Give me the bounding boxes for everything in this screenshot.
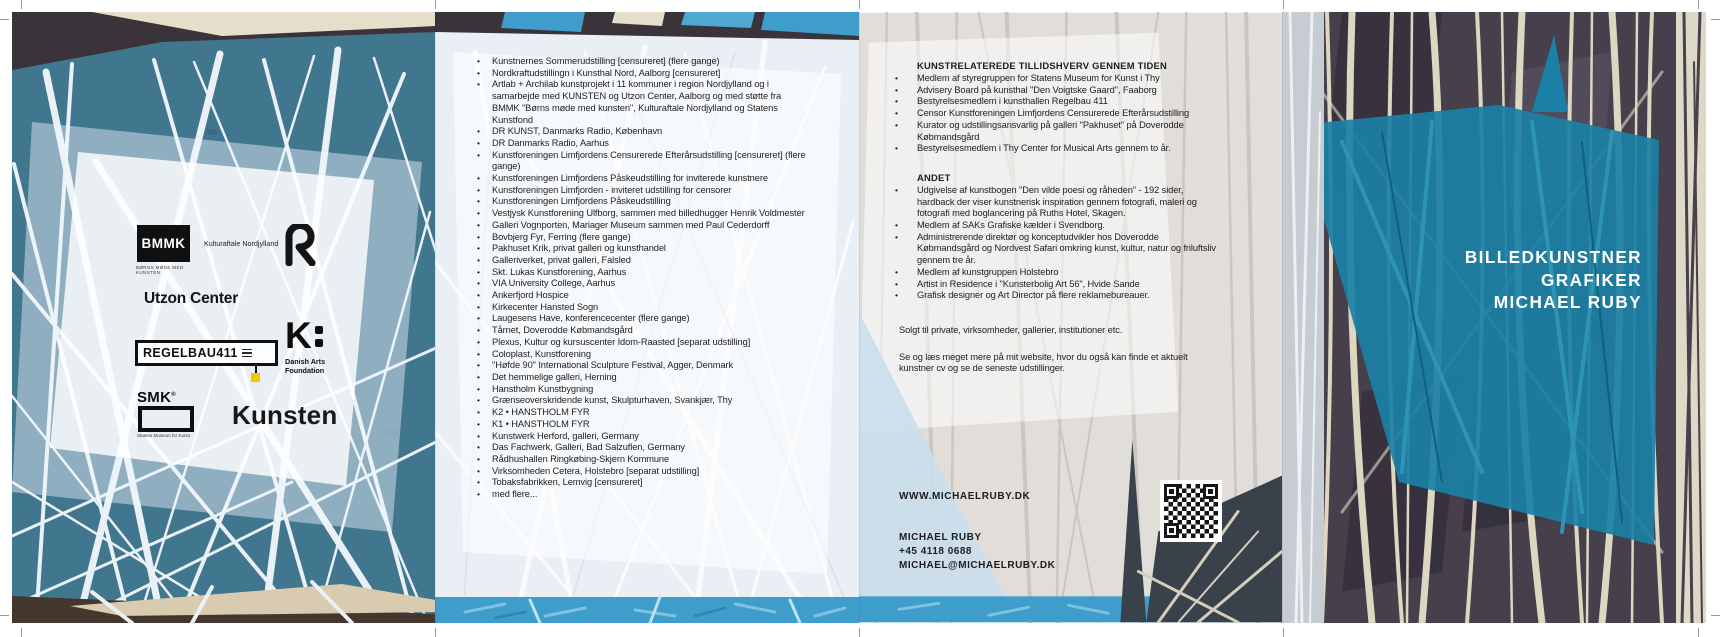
exhibition-list-item: • Plexus, Kultur og kursuscenter Idom-Raasted [separat udstilling] [477,336,751,347]
bullet-icon: • [477,243,480,254]
bmmk-logo-caption: BØRNS MØDE MED KUNSTEN [136,265,184,275]
sold-to-note: Solgt til private, virksomheder, gallerier, institutioner etc. [899,324,1123,335]
smk-logo-caption: Statens Museum for Kunst [137,433,191,438]
regelbau411-yellow-square-icon [251,373,260,382]
fold-mark [859,628,860,637]
cv-list-item: • Udgivelse af kunstbogen "Den vilde poesi og råheden" - 192 sider, hardback der viser kunstnerisk inspiration gennem fotografi, maleri og fotografi med boglancering på Ruths Hotel, Skagen. [895,184,1197,219]
cv-list-item: • Medlem af styregruppen for Statens Museum for Kunst i Thy [895,73,1160,83]
kunsten-logo: Kunsten [232,400,338,430]
bullet-icon: • [895,278,898,289]
bullet-icon: • [477,231,480,242]
bullet-icon: • [895,96,898,107]
exhibition-list-item: • Bovbjerg Fyr, Ferring (flere gange) [477,231,631,242]
exhibition-list-item: • Ankerfjord Hospice [477,290,569,301]
bullet-icon: • [477,173,480,184]
contact-block [899,531,1055,574]
bullet-icon: • [477,126,480,137]
exhibition-list-item: • Kunstnernes Sommerudstilling [censureret] (flere gange) [477,56,720,66]
smk-logo-label: SMK® [137,389,176,406]
danish-arts-foundation-caption: Danish Arts Foundation [285,357,326,375]
cv-list-item: • Bestyrelsesmedlem i Thy Center for Musical Arts gennem to år. [895,143,1171,154]
bullet-icon: • [477,290,480,301]
exhibition-list-item: • K1 • HANSTHOLM FYR [477,418,590,429]
qr-finder-icon [1203,484,1218,499]
crop-mark [0,19,9,20]
crop-mark [1698,628,1699,637]
exhibition-list-item: • Kunstwerk Herford, galleri, Germany [477,430,639,441]
bullet-icon: • [895,143,898,154]
bullet-icon: • [477,371,480,382]
danish-arts-foundation-logo [285,315,323,356]
bullet-icon: • [477,149,480,160]
tillidshverv-list [895,73,1217,155]
fold-mark [435,628,436,637]
bmmk-logo-label: BMMK [141,236,186,251]
cv-list-item: • Grafisk designer og Art Director på flere reklamebureauer. [895,290,1150,301]
kulturaftale-nordjylland-logo: Kulturaftale Nordjylland [204,239,279,248]
bullet-icon: • [895,119,898,130]
bullet-icon: • [477,313,480,324]
exhibition-list-item: • Nordkraftudstillingn i Kunsthal Nord, Aalborg [censureret] [477,67,721,78]
section-title-tillidshverv: KUNSTRELATEREDE TILLIDSHVERV GENNEM TIDEN [917,60,1168,71]
exhibition-list-item: • Pakhuset Krik, privat galleri og kunsthandel [477,243,666,254]
fold-mark [859,0,860,9]
cv-content [895,60,1217,375]
bullet-icon: • [477,430,480,441]
qr-finder-icon [1164,484,1179,499]
crop-mark [1711,615,1720,616]
bullet-icon: • [477,360,480,371]
exhibition-list-item: • Det hemmelige galleri, Herning [477,371,617,382]
cv-list-item: • Artist in Residence i "Kunsterbolig Art 56", Hvide Sande [895,278,1140,289]
bullet-icon: • [477,301,480,312]
fold-mark [435,0,436,9]
bullet-icon: • [477,196,480,207]
bullet-icon: • [477,465,480,476]
exhibition-list-item: • Artlab + Archilab kunstprojekt i 11 kommuner i region Nordjylland og i samarbejde med KUNSTEN og Utzon Center, Aalborg og med støtte fra BMMK "Børns møde med kunsten", Kulturaftale Nordjylland og Statens Kunstfond [477,79,782,125]
cv-list-item: • Advisery Board på kunsthal "Den Voigtske Gaard", Faaborg [895,84,1157,95]
brochure-sheet [12,12,1706,623]
fold-mark [1283,0,1284,9]
bullet-icon: • [477,383,480,394]
regelbau411-descender-icon [255,363,257,373]
panel-cv [859,12,1282,623]
bullet-icon: • [477,407,480,418]
cv-list-item: • Administrerende direktør og konceptudvikler hos Doverodde Købmandsgård og Nordvest Safari omkring kunst, kultur, natur og friluftsliv gennem tre år. [895,231,1216,266]
exhibition-list-item: • Coloplast, Kunstforening [477,348,591,359]
bullet-icon: • [477,442,480,453]
bullet-icon: • [895,84,898,95]
cv-list-item: • Censor Kunstforeningen Limfjordens Censurerede Efterårsudstilling [895,108,1190,119]
panel-logos [12,12,436,623]
fold-line [435,12,436,623]
exhibition-list-item: • Virksomheden Cetera, Holstebro [separat udstilling] [477,465,700,476]
exhibition-list-item: • DR KUNST, Danmarks Radio, København [477,126,663,137]
exhibition-list-item: • Grænseoverskridende kunst, Skulpturhaven, Svankjær, Thy [477,395,733,406]
exhibition-list [477,56,810,501]
bullet-icon: • [477,254,480,265]
bullet-icon: • [477,56,480,66]
exhibition-list-item: • Galleriverket, privat galleri, Falsled [477,254,631,265]
utzon-center-logo: Utzon Center [144,290,239,307]
danish-arts-colon-icon [315,318,323,354]
contact-name: MICHAEL RUBY [899,532,982,543]
exhibition-list-item: • Kirkecenter Hansted Sogn [477,301,599,312]
exhibition-list-item: • Hanstholm Kunstbygning [477,383,594,394]
bullet-icon: • [477,266,480,277]
registered-mark: ® [171,392,176,398]
exhibition-list-item: • Kunstforeningen Limfjorden - inviteret udstilling for censorer [477,184,732,195]
section-title-andet: ANDET [917,171,951,183]
exhibition-list-item: • Kunstforeningen Limfjordens Påskeudstilling for inviterede kunstnere [477,173,768,184]
contact-email[interactable]: MICHAEL@MICHAELRUBY.DK [899,560,1056,572]
r-monogram-logo-icon [280,224,320,266]
cover-title-line: BILLEDKUNSTNER [1464,247,1642,267]
bullet-icon: • [477,395,480,406]
crop-mark [0,615,9,616]
crop-mark [1698,0,1699,9]
fold-mark [1283,628,1284,637]
crop-mark [21,0,22,9]
crop-mark [1711,19,1720,20]
bullet-icon: • [477,219,480,230]
bullet-icon: • [895,231,898,242]
bullet-icon: • [477,325,480,336]
bullet-icon: • [477,208,480,219]
smk-logo-frame-icon [138,406,194,432]
cover-title [1465,246,1642,314]
bullet-icon: • [477,453,480,464]
bullet-icon: • [477,348,480,359]
bullet-icon: • [895,290,898,301]
exhibition-list-item: • Galleri Vognporten, Mariager Museum sammen med Paul Cederdorff [477,219,770,230]
bullet-icon: • [477,67,480,78]
cv-list-item: • Medlem af kunstgruppen Holstebro [895,266,1059,277]
branch-artwork-cover [1282,12,1706,623]
bmmk-logo [137,225,190,262]
bullet-icon: • [895,220,898,231]
bullet-icon: • [477,184,480,195]
bullet-icon: • [477,489,480,500]
bullet-icon: • [477,477,480,488]
fold-line [859,12,860,623]
exhibition-list-item: • "Høfde 90" International Sculpture Festival, Agger, Denmark [477,360,733,371]
exhibition-list-item: • Skt. Lukas Kunstforening, Aarhus [477,266,627,277]
regelbau411-logo-label: REGELBAU411 [143,346,238,360]
crop-mark [21,628,22,637]
bullet-icon: • [477,137,480,148]
exhibition-list-item: • K2 • HANSTHOLM FYR [477,407,590,418]
bullet-icon: • [895,73,898,83]
panel-cover [1282,12,1706,623]
regelbau411-smalltext-icon [242,349,252,358]
andet-list [895,185,1217,302]
bullet-icon: • [477,278,480,289]
exhibition-list-item: • Tobaksfabrikken, Lemvig [censureret] [477,477,643,488]
qr-finder-icon [1164,523,1179,538]
website-url[interactable]: WWW.MICHAELRUBY.DK [899,491,1031,502]
exhibition-list-item: • DR Danmarks Radio, Aarhus [477,137,609,148]
contact-phone[interactable]: +45 4118 0688 [899,546,972,558]
exhibition-list-item: • Rådhushallen Ringkøbing-Skjern Kommune [477,453,670,464]
exhibition-list-item: • Das Fachwerk, Galleri, Bad Salzuflen, Germany [477,442,685,453]
cover-title-line: GRAFIKER [1541,269,1642,290]
cv-list-item: • Bestyrelsesmedlem i kunsthallen Regelbau 411 [895,96,1108,107]
bullet-icon: • [477,79,480,90]
bullet-icon: • [895,184,898,195]
exhibition-list-item: • Kunstforeningen Limfjordens Påskeudstilling [477,196,671,207]
qr-code[interactable] [1160,480,1222,542]
danish-arts-k-glyph: K [285,315,312,356]
bullet-icon: • [477,336,480,347]
cover-title-line: MICHAEL RUBY [1493,292,1642,312]
bullet-icon: • [477,418,480,429]
panel-exhibitions [435,12,859,623]
website-note: Se og læs meget mere på mit website, hvor du også kan finde et aktuelt kunstner cv og se de seneste udstillinger. [899,351,1188,374]
cv-list-item: • Medlem af SAKs Grafiske kælder i Svendborg. [895,220,1105,231]
cv-list-item: • Kurator og udstillingsansvarlig på galleri "Pakhuset" på Doverodde Købmandsgård [895,119,1184,142]
exhibition-list-item: • Laugesens Have, konferencecenter (flere gange) [477,313,690,324]
bullet-icon: • [895,108,898,119]
exhibition-list-item: • med flere... [477,489,538,500]
fold-line [1282,12,1283,623]
bullet-icon: • [895,266,898,277]
exhibition-list-item: • Tårnet, Doverodde Købmandsgård [477,325,633,336]
exhibition-list-item: • VIA University College, Aarhus [477,278,616,289]
exhibition-list-item: • Kunstforeningen Limfjordens Censurerede Efterårsudstilling [censureret] (flere gange) [477,149,806,172]
branch-artwork-left [12,12,436,623]
exhibition-list-item: • Vestjysk Kunstforening Ulfborg, sammen med billedhugger Henrik Voldmester [477,208,805,219]
